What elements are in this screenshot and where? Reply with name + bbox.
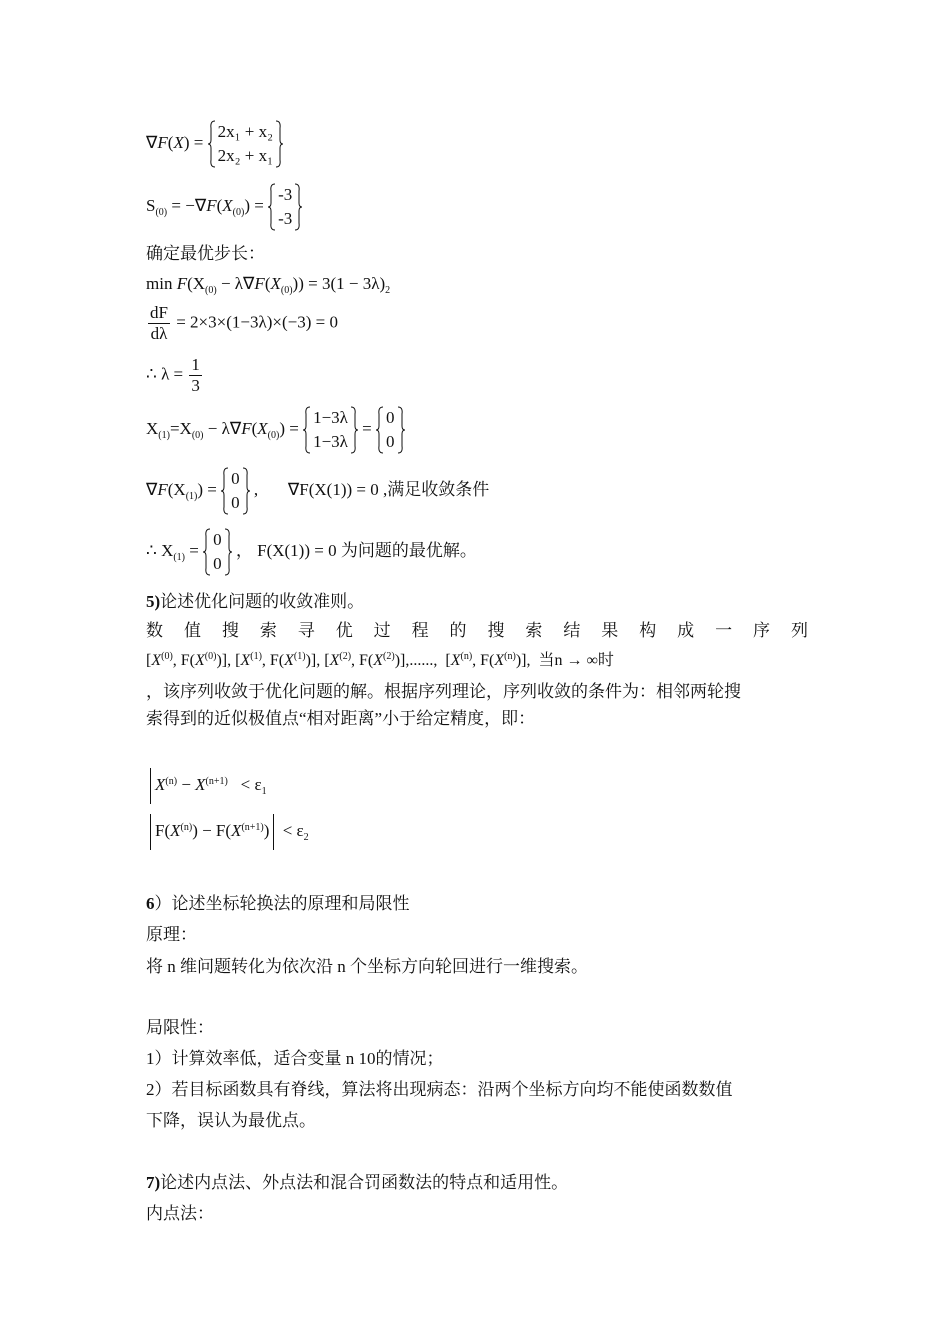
spaced-char: 构 [639,621,657,640]
spaced-char: 成 [677,621,695,640]
opt-vector: 0 0 [203,528,232,576]
x1-result-vector: 0 0 [376,406,405,454]
x1-equation: $X_{(1)}=X_{(0)} - \lambda\nabla F(X_{(0)})$ = 1−3λ 1−3λ = 0 0 [146,406,405,454]
spaced-char: 序 [753,621,770,640]
spaced-char: 结 [563,621,581,640]
limitation-label: 局限性： [146,1018,214,1037]
derivative-equation: $\frac{dF}{d\lambda}$ = 2×3×(1−3λ)×(−3) = 0 [150,303,338,343]
lambda-fraction: $\frac{1}{3}$ [191,355,200,395]
lambda-equation: ∴ λ = $\frac{1}{3}$ [146,355,200,395]
dF-dlambda-fraction: $\frac{dF}{d\lambda}$ [150,303,168,343]
grad1-vector: 0 0 [221,467,250,515]
limitation-1: 1）计算效率低，适合变量 n 10的情况； [146,1049,444,1068]
q5-paragraph-1: ，该序列收敛于优化问题的解。根据序列理论，序列收敛的条件为：相邻两轮搜 [146,682,741,701]
s0-row-2: -3 [278,209,293,228]
spaced-char: 优 [335,621,353,640]
spaced-char: 索 [259,621,277,640]
grad-zero-text: ∇F(X(1)) = 0 [287,479,379,499]
spaced-char: 果 [601,621,619,640]
spaced-char: 一 [715,621,733,640]
spaced-char: 程 [411,621,429,640]
interior-point-label: 内点法： [146,1204,214,1223]
optimal-solution-line: ∴ $X_{(1)}$ = 0 0 ， F(X(1)) = 0 为问题的最优解。 [146,528,477,576]
gradient-row-1: 2x₁ + x₂ [217,122,274,141]
gradient-row-2: 2x₂ + x₁ [217,146,274,165]
gradient-lhs: ∇F(X) = [146,132,208,152]
inequality-1: $X^{(n)} - X^{(n+1)} < \varepsilon_1$ [146,768,267,804]
gradient-equation [146,120,283,168]
principle-text: 将 n 维问题转化为依次沿 n 个坐标方向轮回进行一维搜索。 [146,957,588,976]
q7-title: 7)论述内点法、外点法和混合罚函数法的特点和适用性。 [146,1173,569,1192]
q5-sequence-line: [$X^{(0)}$, $F(X^{(0)})$], [$X^{(1)}$, $F(X^{(1)})$], [$X^{(2)}$, $F(X^{(2)})$],......, [$X^{(n)}$, $F(X^{(n)})$], 当n → ∞时 [146,651,614,669]
q5-spaced-line [146,621,808,641]
spaced-char: 搜 [487,621,505,640]
inequality-2: $F(X^{(n)}) - F(X^{(n+1)}) < \varepsilon_2$ [146,814,309,850]
spaced-char: 的 [449,621,467,640]
search-direction-equation: $S_{(0)} = -\nabla F(X_{(0)})$ = -3 -3 [146,183,302,231]
gradient-vector [208,120,283,168]
gradient-x1-equation: $\nabla F(X_{(1)})$ = 0 0 , ∇F(X(1)) = 0 ,满足收敛条件 [146,467,489,515]
spaced-char: 索 [525,621,543,640]
spaced-char: 数 [146,621,163,640]
spaced-char: 寻 [297,621,315,640]
q6-title: 6）论述坐标轮换法的原理和局限性 [146,894,410,913]
limitation-2b: 下降，误认为最优点。 [146,1111,316,1130]
step-heading: 确定最优步长： [146,244,265,263]
spaced-char: 过 [373,621,391,640]
s0-vector [268,183,302,231]
limitation-2a: 2）若目标函数具有脊线，算法将出现病态：沿两个坐标方向均不能使函数数值 [146,1080,733,1099]
x1-mid-vector: 1−3λ 1−3λ [303,406,358,454]
min-equation: $\min F(X_{(0)} - \lambda\nabla F(X_{(0)})) = 3(1 - 3\lambda)_2$ [146,274,391,296]
spaced-char: 搜 [221,621,239,640]
q5-title: 5)论述优化问题的收敛准则。 [146,592,365,611]
s0-row-1: -3 [278,185,293,204]
principle-label: 原理： [146,925,197,944]
q5-paragraph-2: 索得到的近似极值点“相对距离”小于给定精度，即： [146,709,536,728]
spaced-char: 列 [790,621,808,640]
spaced-char: 值 [183,621,201,640]
